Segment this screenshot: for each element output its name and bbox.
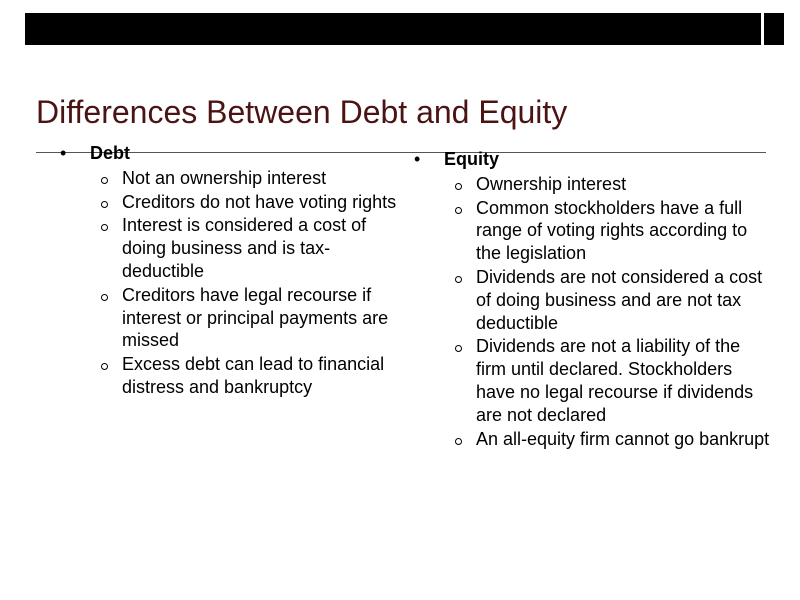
circle-bullet-icon — [455, 207, 462, 214]
list-item-text: Interest is considered a cost of doing business and is tax-deductible — [122, 215, 367, 281]
bullet-icon: • — [60, 143, 67, 163]
list-item — [60, 167, 410, 190]
circle-bullet-icon — [101, 201, 108, 208]
circle-bullet-icon — [101, 224, 108, 231]
list-item — [414, 197, 774, 265]
list-item — [414, 428, 774, 451]
list-item-text: An all-equity firm cannot go bankrupt — [476, 428, 770, 449]
list-item — [60, 353, 410, 399]
list-item-text: Excess debt can lead to financial distress and bankruptcy — [122, 354, 385, 397]
bullet-icon: • — [414, 149, 421, 169]
debt-column — [60, 142, 410, 400]
equity-list — [414, 173, 774, 451]
top-header-bar — [25, 13, 761, 45]
list-item-text: Common stockholders have a full range of voting rights according to the legislation — [476, 197, 748, 264]
equity-column — [414, 148, 774, 451]
circle-bullet-icon — [101, 177, 108, 184]
list-item — [60, 214, 410, 282]
circle-bullet-icon — [455, 345, 462, 352]
slide-title: Differences Between Debt and Equity — [36, 94, 568, 130]
equity-heading — [414, 148, 774, 171]
list-item-text: Creditors do not have voting rights — [122, 191, 397, 212]
debt-heading-label: Debt — [90, 143, 130, 163]
list-item — [414, 173, 774, 196]
list-item — [60, 191, 410, 214]
list-item-text: Dividends are not considered a cost of doing business and are not tax deductible — [476, 266, 763, 333]
list-item-text: Not an ownership interest — [122, 167, 327, 188]
circle-bullet-icon — [101, 294, 108, 301]
list-item — [414, 266, 774, 334]
header-bar-end-block — [764, 13, 784, 45]
list-item — [414, 335, 774, 426]
circle-bullet-icon — [101, 363, 108, 370]
debt-list — [60, 167, 410, 399]
equity-heading-label: Equity — [444, 149, 500, 169]
circle-bullet-icon — [455, 438, 462, 445]
list-item-text: Ownership interest — [476, 173, 627, 194]
list-item-text: Creditors have legal recourse if interest or principal payments are missed — [122, 284, 389, 351]
circle-bullet-icon — [455, 276, 462, 283]
circle-bullet-icon — [455, 183, 462, 190]
debt-heading — [60, 142, 410, 165]
list-item — [60, 284, 410, 352]
list-item-text: Dividends are not a liability of the firm until declared. Stockholders have no legal recourse if dividends are not declared — [476, 336, 754, 425]
